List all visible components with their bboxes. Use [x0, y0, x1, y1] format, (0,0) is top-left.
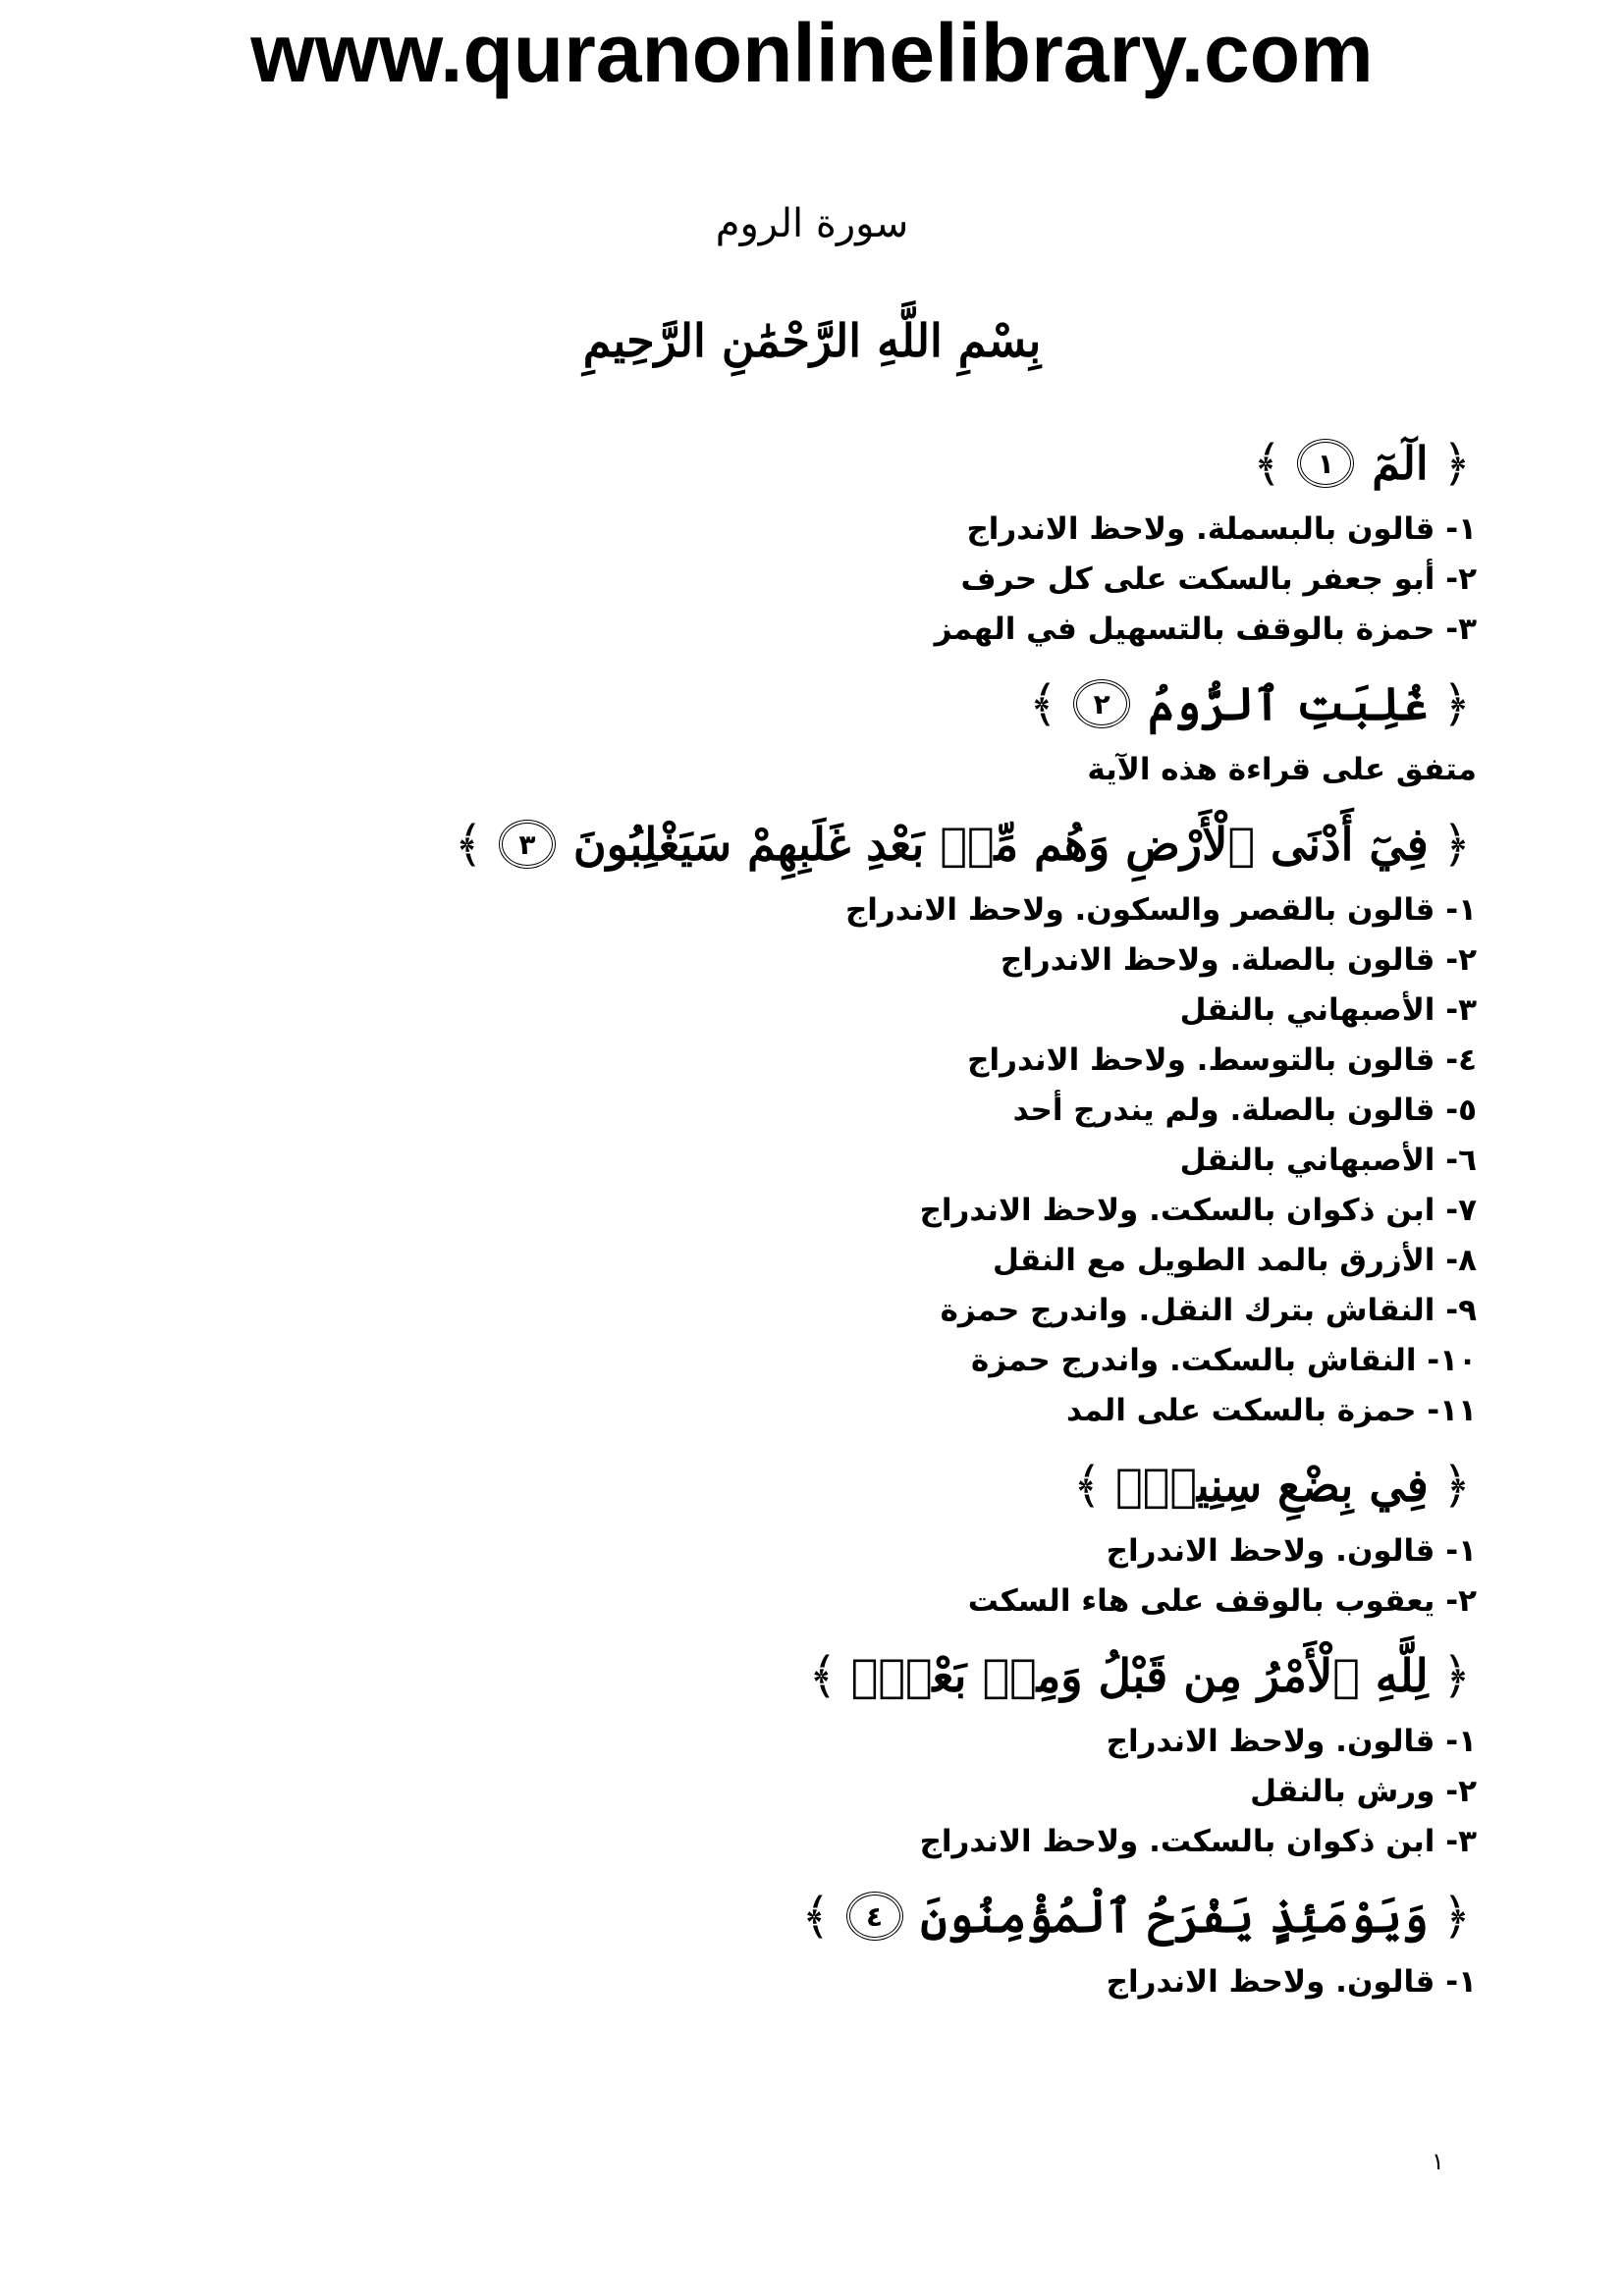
recitation-note: ١- قالون بالبسملة. ولاحظ الاندراج: [966, 511, 1477, 547]
recitation-notes: [122, 885, 1477, 1436]
verse-text: غُلِبَتِ ٱلرُّومُ: [1148, 677, 1429, 730]
recitation-notes: [122, 745, 1477, 795]
recitation-note: ٢- قالون بالصلة. ولاحظ الاندراج: [1000, 942, 1477, 978]
verse-text: وَيَوْمَئِذٍ يَفْرَحُ ٱلْمُؤْمِنُونَ: [920, 1890, 1429, 1943]
recitation-note: ١- قالون. ولاحظ الاندراج: [1106, 1964, 1477, 2000]
verse-line: [122, 803, 1477, 885]
recitation-notes: [122, 1526, 1477, 1627]
site-url-header: www.quranonlinelibrary.com: [250, 7, 1374, 99]
recitation-note: ٣- ابن ذكوان بالسكت. ولاحظ الاندراج: [919, 1824, 1477, 1859]
verse-block: [122, 803, 1477, 1436]
verse-block: [122, 663, 1477, 795]
recitation-note: ٧- ابن ذكوان بالسكت. ولاحظ الاندراج: [919, 1193, 1477, 1228]
ayah-number-medallion: ١: [1297, 439, 1354, 488]
recitation-note: ٨- الأزرق بالمد الطويل مع النقل: [993, 1243, 1477, 1278]
recitation-note: متفق على قراءة هذه الآية: [1087, 752, 1477, 787]
ornate-bracket-open-icon: ﴿: [1441, 435, 1471, 492]
verse-list: [122, 422, 1477, 2015]
verse-block: [122, 1634, 1477, 1867]
verse-line: [122, 1444, 1477, 1526]
ornate-bracket-open-icon: ﴿: [1441, 1888, 1471, 1945]
recitation-note: ١٠- النقاش بالسكت. واندرج حمزة: [971, 1343, 1477, 1378]
ornate-bracket-close-icon: ﴾: [1252, 435, 1282, 492]
verse-line: [122, 1875, 1477, 1957]
verse-text: فِيٓ أَدْنَى ٱلْأَرْضِ وَهُم مِّنۢ بَعْدِ غَلَبِهِمْ سَيَغْلِبُونَ: [572, 818, 1429, 871]
recitation-notes: [122, 1717, 1477, 1867]
ayah-number-medallion: ٣: [499, 820, 556, 869]
verse-line: [122, 663, 1477, 745]
ornate-bracket-open-icon: ﴿: [1441, 1647, 1471, 1704]
recitation-note: ١- قالون. ولاحظ الاندراج: [1106, 1724, 1477, 1759]
verse-line: [122, 422, 1477, 505]
verse-text: لِلَّهِ ٱلْأَمْرُ مِن قَبْلُ وَمِنۢ بَعْدُۚ: [850, 1649, 1429, 1702]
ornate-bracket-close-icon: ﴾: [808, 1647, 838, 1704]
recitation-note: ١- قالون. ولاحظ الاندراج: [1106, 1533, 1477, 1569]
recitation-note: ٣- الأصبهاني بالنقل: [1179, 992, 1477, 1028]
ornate-bracket-close-icon: ﴾: [1072, 1457, 1103, 1514]
ayah-number-medallion: ٤: [846, 1892, 903, 1941]
verse-block: [122, 1444, 1477, 1627]
recitation-notes: [122, 505, 1477, 655]
recitation-note: ٣- حمزة بالوقف بالتسهيل في الهمز: [934, 612, 1477, 647]
ornate-bracket-close-icon: ﴾: [801, 1888, 831, 1945]
page-number: ١: [1432, 2148, 1444, 2175]
verse-text: الٓمٓ: [1372, 437, 1429, 490]
recitation-note: ٤- قالون بالتوسط. ولاحظ الاندراج: [967, 1042, 1477, 1078]
surah-title: سورة الروم: [715, 201, 909, 246]
ornate-bracket-close-icon: ﴾: [1028, 675, 1058, 732]
ornate-bracket-close-icon: ﴾: [454, 816, 483, 873]
verse-block: [122, 1875, 1477, 2007]
recitation-notes: [122, 1957, 1477, 2007]
ayah-number-medallion: ٢: [1073, 679, 1130, 728]
verse-block: [122, 422, 1477, 655]
verse-text: فِي بِضْعِ سِنِينَۗ: [1115, 1459, 1429, 1512]
recitation-note: ٩- النقاش بترك النقل. واندرج حمزة: [940, 1293, 1477, 1328]
recitation-note: ١- قالون بالقصر والسكون. ولاحظ الاندراج: [844, 892, 1477, 928]
basmala-calligraphy: بِسْمِ اللَّهِ الرَّحْمَٰنِ الرَّحِيمِ: [582, 314, 1042, 367]
recitation-note: ٢- ورش بالنقل: [1250, 1774, 1477, 1809]
recitation-note: ٥- قالون بالصلة. ولم يندرج أحد: [1012, 1093, 1477, 1128]
ornate-bracket-open-icon: ﴿: [1441, 816, 1471, 873]
ornate-bracket-open-icon: ﴿: [1441, 1457, 1471, 1514]
recitation-note: ٦- الأصبهاني بالنقل: [1179, 1143, 1477, 1178]
ornate-bracket-open-icon: ﴿: [1441, 675, 1471, 732]
recitation-note: ٢- يعقوب بالوقف على هاء السكت: [967, 1583, 1477, 1619]
recitation-note: ٢- أبو جعفر بالسكت على كل حرف: [960, 561, 1477, 597]
verse-line: [122, 1634, 1477, 1717]
recitation-note: ١١- حمزة بالسكت على المد: [1065, 1393, 1477, 1428]
